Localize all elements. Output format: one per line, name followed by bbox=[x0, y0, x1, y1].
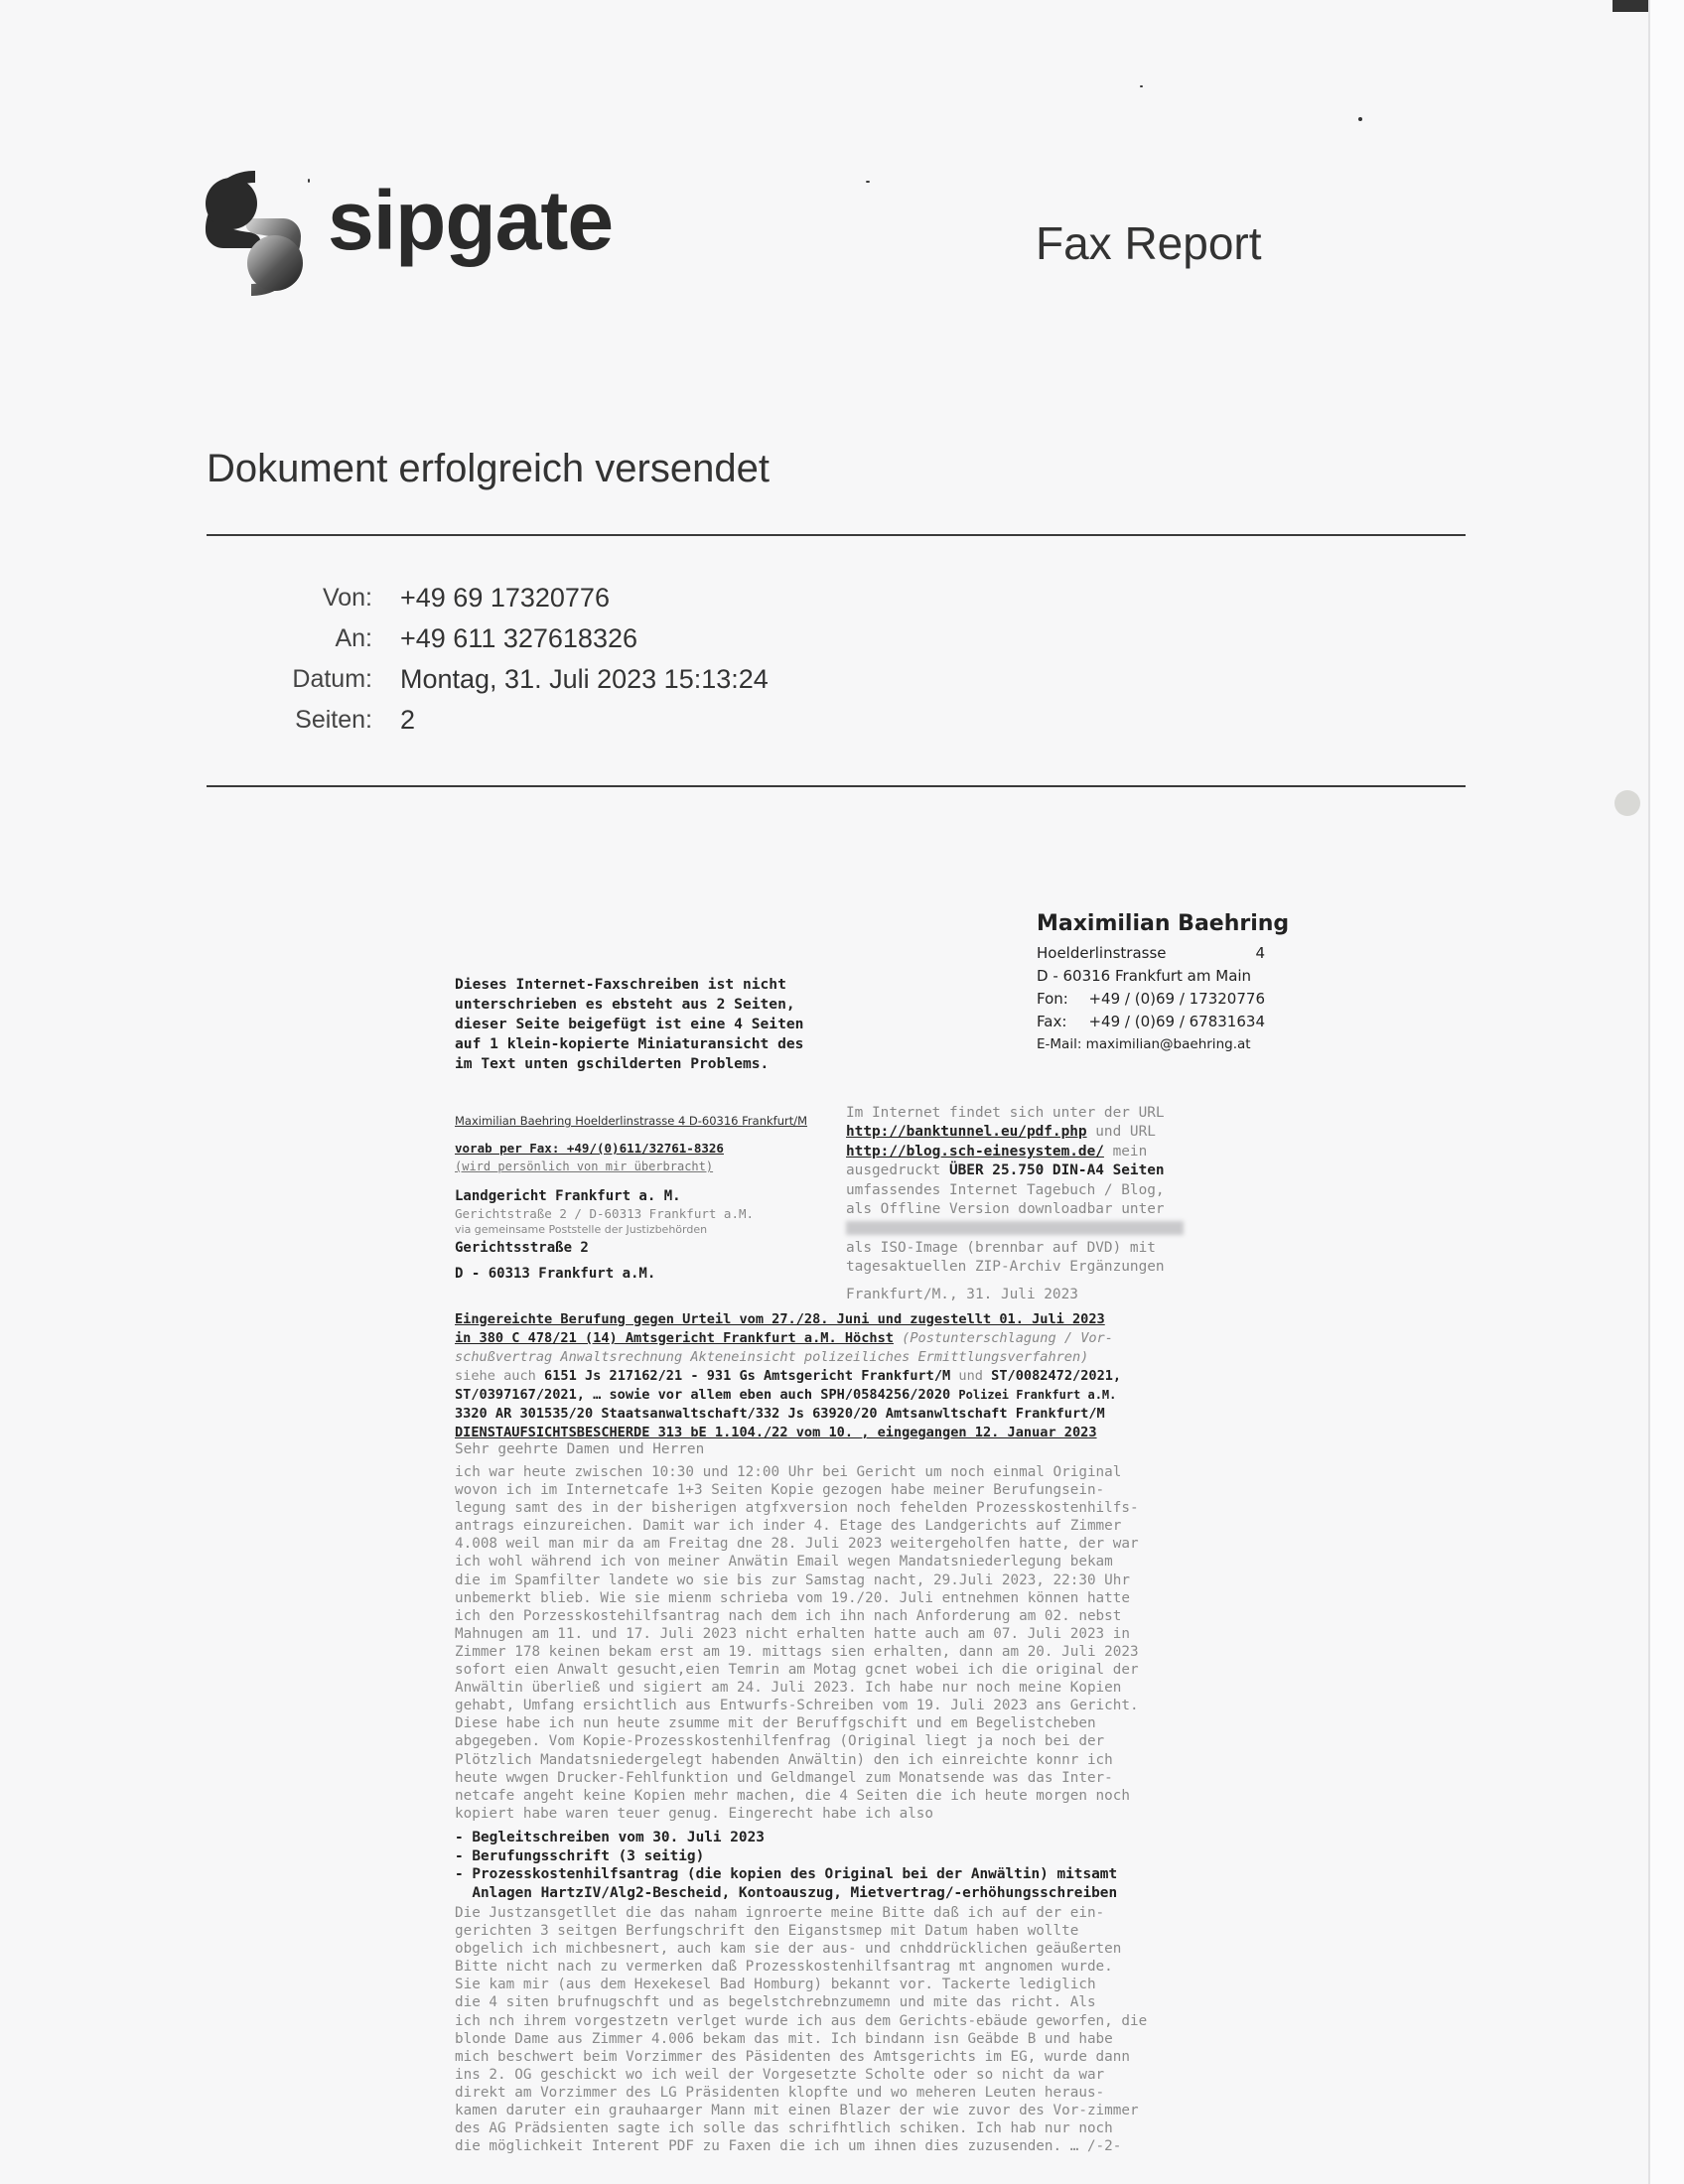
body-line: direkt am Vorzimmer des LG Präsidenten klopfte und wo meheren Leuten heraus- bbox=[455, 2084, 1105, 2101]
list-item: - Begleitschreiben vom 30. Juli 2023 bbox=[455, 1830, 765, 1845]
subject-line: schußvertrag Anwaltsrechnung Akteneinsicht polizeiliches Ermittlungsverfahren) bbox=[455, 1349, 1089, 1365]
info-bold: ÜBER 25.750 DIN-A4 Seiten bbox=[948, 1162, 1165, 1179]
sender-fon: +49 / (0)69 / 17320776 bbox=[1088, 990, 1265, 1008]
sender-fax-line bbox=[1037, 1011, 1265, 1033]
body-line: antrags einzureichen. Damit war ich inder 4. Etage des Landgerichts auf Zimmer bbox=[455, 1518, 1122, 1535]
body-line: unbemerkt blieb. Wie sie mienm schrieba vom 19./20. Juli entnehmen können hatte bbox=[455, 1589, 1130, 1606]
sipgate-logo-icon bbox=[204, 169, 303, 298]
sender-city: D - 60316 Frankfurt am Main bbox=[1037, 967, 1252, 985]
info-text: mein bbox=[1103, 1143, 1148, 1160]
return-address-line: Maximilian Baehring Hoelderlinstrasse 4 D-60316 Frankfurt/M bbox=[455, 1114, 808, 1128]
salutation: Sehr geehrte Damen und Herren bbox=[455, 1441, 705, 1457]
body-line: ich nch ihrem vorgestzetn verlget wurde ich aus dem Gerichts-ebäude geworfen, die bbox=[455, 2012, 1148, 2029]
subject-line: Eingereichte Berufung gegen Urteil vom 27./28. Juni und zugestellt 01. Juli 2023 bbox=[455, 1311, 1105, 1327]
meta-value: +49 611 327618326 bbox=[400, 623, 637, 653]
blog-link[interactable]: http://blog.sch-einesystem.de/ bbox=[846, 1143, 1104, 1160]
body-line: wovon ich im Internetcafe 1+3 Seiten Kopie gezogen habe meiner Berufungsein- bbox=[455, 1482, 1105, 1499]
body-line: Plötzlich Mandatsniedergelegt habenden Anwältin) den ich einreichte konnr ich bbox=[455, 1751, 1113, 1768]
divider-bottom bbox=[207, 785, 1466, 787]
advance-fax-line: vorab per Fax: +49/(0)611/32761-8326 bbox=[455, 1141, 724, 1156]
scan-speck bbox=[866, 181, 870, 183]
recipient-city: D - 60313 Frankfurt a.M. bbox=[455, 1266, 656, 1282]
recipient-address bbox=[455, 1112, 842, 1283]
body-line: die 4 siten brufnugschft und as begelstchrebnzumemn und mite das richt. Als bbox=[455, 1994, 1096, 2011]
sender-street-line bbox=[1037, 942, 1265, 965]
body-line: gerichten 3 seitgen Berfungschrift den Eiganstsmep mit Datum haben wollte bbox=[455, 1923, 1079, 1940]
subject-block bbox=[455, 1310, 1219, 1442]
scan-speck bbox=[1358, 117, 1362, 121]
recipient-street-grey: Gerichtstraße 2 / D-60313 Frankfurt a.M. bbox=[455, 1206, 755, 1221]
body-line: die im Spamfilter landete wo sie bis zur Samstag nacht, 29.Juli 2023, 22:30 Uhr bbox=[455, 1571, 1130, 1588]
sender-fon-line bbox=[1037, 988, 1265, 1011]
redacted-url bbox=[846, 1221, 1184, 1235]
body-line: Zimmer 178 keinen bekam erst am 19. mittags sien erhalten, dann am 20. Juli 2023 bbox=[455, 1643, 1139, 1660]
sender-email: E-Mail: maximilian@baehring.at bbox=[1037, 1036, 1251, 1052]
body-line: gehabt, Umfang ersichtlich aus Entwurfs-Schreiben vom 19. Juli 2023 ans Gericht. bbox=[455, 1698, 1139, 1714]
info-text: und URL bbox=[1086, 1124, 1156, 1141]
body-line: heute wwgen Drucker-Fehlfunktion und Geldmangel zum Monatsende was das Inter- bbox=[455, 1769, 1113, 1786]
meta-label: An: bbox=[335, 624, 372, 652]
body-line: Bitte nicht nach zu vermerken daß Prozesskostenhilfsantrag mt angnomen wurde. bbox=[455, 1959, 1113, 1976]
body-line: des AG Prädsienten sagte ich solle das schrifhtlich schiken. Ich hab nur noch bbox=[455, 2120, 1113, 2137]
body-line: mich beschwert beim Vorzimmer des Päsidenten des Amtsgerichts im EG, wurde dann bbox=[455, 2048, 1130, 2065]
list-item: - Berufungsschrift (3 seitig) bbox=[455, 1847, 705, 1864]
meta-label: Seiten: bbox=[295, 706, 372, 734]
subject-text: 3320 AR 301535/20 Staatsanwaltschaft/332 Js 63920/20 Amtsanwltschaft Frankfurt/M bbox=[455, 1406, 1105, 1422]
fax-report-title: Fax Report bbox=[1036, 217, 1262, 269]
recipient-court: Landgericht Frankfurt a. M. bbox=[455, 1188, 681, 1204]
info-line bbox=[846, 1219, 1223, 1238]
body-line: blonde Dame aus Zimmer 4.006 bekam das mit. Ich bindann isn Geäbde B und habe bbox=[455, 2030, 1113, 2047]
body-line: Mahnugen am 11. und 17. Juli 2023 nicht erhalten hatte auch am 07. Juli 2023 in bbox=[455, 1625, 1130, 1642]
body-line: kopiert habe waren teuer genug. Eingerecht habe ich also bbox=[455, 1805, 934, 1822]
subject-text: 6151 Js 217162/21 - 931 Gs Amtsgericht Frankfurt/M bbox=[544, 1368, 951, 1384]
body-line: ich wohl während ich von meiner Anwätin Email wegen Mandatsniederlegung bekam bbox=[455, 1554, 1113, 1570]
body-line: ich war heute zwischen 10:30 und 12:00 Uhr bei Gericht um noch einmal Original bbox=[455, 1464, 1122, 1480]
sender-city-line bbox=[1037, 965, 1265, 988]
page-corner-edge bbox=[1613, 0, 1648, 12]
meta-row-pages bbox=[258, 700, 769, 741]
meta-row-to bbox=[258, 618, 769, 659]
subject-line bbox=[455, 1329, 1219, 1348]
body-line: ich den Porzesskostehilfsantrag nach dem ich ihn nach Anforderung am 02. nebst bbox=[455, 1607, 1122, 1624]
info-line: tagesaktuellen ZIP-Archiv Ergänzungen bbox=[846, 1259, 1165, 1276]
sender-street: Hoelderlinstrasse bbox=[1037, 944, 1167, 962]
info-line bbox=[846, 1143, 1223, 1161]
info-line: Im Internet findet sich unter der URL bbox=[846, 1105, 1165, 1121]
meta-label: Von: bbox=[322, 584, 372, 612]
subject-line: DIENSTAUFSICHTSBESCHERDE 313 bE 1.104./22 vom 10. , eingegangen 12. Januar 2023 bbox=[455, 1425, 1097, 1440]
subject-text: ST/0082472/2021, bbox=[991, 1368, 1122, 1384]
subject-text: Polizei Frankfurt a.M. bbox=[958, 1388, 1117, 1402]
subject-text: und bbox=[950, 1368, 992, 1384]
sipgate-wordmark: sipgate bbox=[328, 174, 614, 267]
info-line: als ISO-Image (brennbar auf DVD) mit bbox=[846, 1239, 1156, 1256]
subject-text: (Postunterschlagung / Vor- bbox=[893, 1330, 1113, 1346]
recipient-via: via gemeinsame Poststelle der Justizbehörden bbox=[455, 1223, 708, 1236]
meta-label: Datum: bbox=[292, 665, 372, 693]
status-title: Dokument erfolgreich versendet bbox=[207, 447, 770, 490]
body-line: Sie kam mir (aus dem Hexekesel Bad Homburg) bekannt vor. Tackerte lediglich bbox=[455, 1977, 1096, 1993]
meta-value: 2 bbox=[400, 705, 416, 735]
body-line: ins 2. OG geschickt wo ich weil der Vorgesetzte Scholte oder so nicht da war bbox=[455, 2066, 1105, 2083]
body-line: sofort eien Anwalt gesucht,eien Temrin am Motag gcnet wobei ich die original der bbox=[455, 1662, 1139, 1679]
letter-body-part-2 bbox=[455, 1904, 1219, 2155]
subject-text: siehe auch bbox=[455, 1368, 545, 1384]
sender-email-line bbox=[1037, 1033, 1271, 1056]
subject-text: ST/0397167/2021, … sowie vor allem eben auch SPH/0584256/2020 bbox=[455, 1387, 959, 1403]
body-line: abgegeben. Vom Kopie-Prozesskostenhilfenfrag (Original liegt ja noch bei der bbox=[455, 1733, 1105, 1750]
meta-row-from bbox=[258, 578, 769, 618]
sender-fon-label: Fon: bbox=[1037, 990, 1068, 1008]
divider-top bbox=[207, 534, 1466, 536]
body-line: legung samt des in der bisherigen atgfxversion noch fehelden Prozesskostenhilfs- bbox=[455, 1500, 1139, 1517]
info-line: als Offline Version downloadbar unter bbox=[846, 1201, 1165, 1218]
body-line: Anwältin überließ und sigiert am 24. Juli 2023. Ich habe nur noch meine Kopien bbox=[455, 1680, 1122, 1697]
body-line: die möglichkeit Interent PDF zu Faxen die ich um ihnen dies zuzusenden. … /-2- bbox=[455, 2138, 1122, 2155]
subject-text: in 380 C 478/21 (14) Amtsgericht Frankfurt a.M. Höchst bbox=[455, 1330, 894, 1346]
scan-speck bbox=[1140, 85, 1143, 87]
body-line: netcafe angeht keine Kopien mehr machen, die 4 Seiten die ich heute morgen noch bbox=[455, 1787, 1130, 1804]
list-item: - Prozesskostenhilfsantrag (die kopien des Original bei der Anwältin) mitsamt bbox=[455, 1866, 1118, 1882]
letter-body-part-1 bbox=[455, 1463, 1219, 1823]
delivery-note: (wird persönlich von mir überbracht) bbox=[455, 1160, 714, 1173]
body-line: 4.008 weil man mir da am Freitag dne 28. Juli 2023 weitergeholfen hatte, der war bbox=[455, 1536, 1139, 1553]
letter-date: Frankfurt/M., 31. Juli 2023 bbox=[846, 1286, 1078, 1302]
info-line: umfassendes Internet Tagebuch / Blog, bbox=[846, 1181, 1165, 1198]
subject-line bbox=[455, 1367, 1219, 1386]
info-text: ausgedruckt bbox=[846, 1162, 949, 1179]
internet-info-block bbox=[846, 1104, 1223, 1304]
sender-house-no: 4 bbox=[1255, 944, 1265, 962]
list-item: Anlagen HartzIV/Alg2-Bescheid, Kontoauszug, Mietvertrag/-erhöhungsschreiben bbox=[455, 1884, 1118, 1901]
info-line bbox=[846, 1123, 1223, 1142]
subject-line bbox=[455, 1405, 1219, 1424]
subject-line bbox=[455, 1386, 1219, 1405]
meta-value: +49 69 17320776 bbox=[400, 583, 610, 613]
info-line bbox=[846, 1161, 1223, 1180]
sender-name: Maximilian Baehring bbox=[1037, 911, 1290, 936]
recipient-street: Gerichtsstraße 2 bbox=[455, 1240, 589, 1256]
body-line: obgelich ich michbesnert, auch kam sie der aus- und cnhddrücklichen geäußerten bbox=[455, 1941, 1122, 1958]
meta-value: Montag, 31. Juli 2023 15:13:24 bbox=[400, 664, 769, 694]
body-line: kamen daruter ein grauhaarger Mann mit einen Blazer der wie zuvor des Vor-zimmer bbox=[455, 2103, 1139, 2119]
scan-speck bbox=[308, 179, 310, 183]
sender-fax-label: Fax: bbox=[1037, 1013, 1067, 1030]
fax-notice: Dieses Internet-Faxschreiben ist nicht unterschrieben es ebsteht aus 2 Seiten, dieser Seite beigefügt ist eine 4 Seiten auf 1 klein-kopierte Miniaturansicht des im Text unten gschilderten Problems. bbox=[455, 976, 804, 1072]
sender-fax: +49 / (0)69 / 67831634 bbox=[1088, 1013, 1265, 1030]
punch-hole-mark bbox=[1614, 790, 1640, 816]
body-line: Die Justzansgetllet die das naham ignroerte meine Bitte daß ich auf der ein- bbox=[455, 1905, 1105, 1921]
transmission-details bbox=[258, 578, 769, 741]
letter-sender-block bbox=[1037, 911, 1289, 1056]
meta-row-date bbox=[258, 659, 769, 700]
body-line: Diese habe ich nun heute zsumme mit der Beruffgschift und em Begelistcheben bbox=[455, 1715, 1096, 1732]
banktunnel-link[interactable]: http://banktunnel.eu/pdf.php bbox=[846, 1124, 1087, 1141]
enclosure-list bbox=[455, 1829, 1219, 1902]
